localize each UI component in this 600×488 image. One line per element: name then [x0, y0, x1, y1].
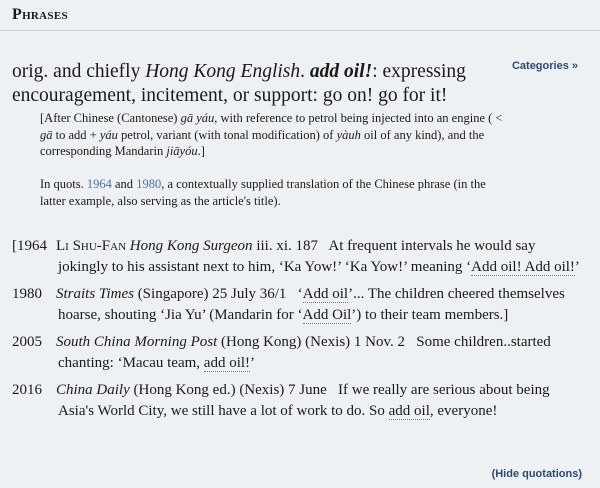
- etymology: [40, 110, 510, 160]
- quotation-1964: [12, 236, 587, 278]
- headword: add oil!: [309, 61, 373, 82]
- quotation-note: [40, 176, 510, 209]
- etym-text: to add +: [52, 127, 100, 142]
- etym-term: yáu: [99, 127, 118, 142]
- quote-text: ’) to their team members.]: [351, 307, 509, 323]
- quotation-list: [12, 236, 587, 428]
- quote-ref: (Hong Kong) (Nexis) 1 Nov. 2: [217, 334, 406, 350]
- quotation-1980: [12, 284, 587, 326]
- definition-lead: orig. and chiefly: [12, 61, 146, 82]
- note-text: , a contextually supplied translation of the Chinese phrase (in the latter example, also serving as the article's title).: [40, 177, 486, 208]
- etym-text: oil of any kind), and the corresponding Mandarin: [40, 127, 485, 158]
- definition-sep: .: [300, 61, 310, 82]
- etym-term: yàuh: [336, 127, 361, 142]
- hide-quotations-link[interactable]: (Hide quotations): [491, 468, 582, 480]
- quote-text: At frequent intervals he would say jokingly to his assistant next to him, ‘Ka Yow!’ ‘Ka Yow!’ meaning ‘: [58, 238, 536, 275]
- quotation-2016: [12, 380, 587, 422]
- quote-text: , everyone!: [429, 403, 498, 419]
- quote-source-title: Hong Kong Surgeon: [129, 238, 253, 254]
- quote-source-title: South China Morning Post: [56, 334, 218, 350]
- etym-term: gā yáu: [180, 111, 215, 125]
- year-link[interactable]: 1980: [136, 177, 162, 191]
- etym-term: jiāyóu: [166, 144, 198, 158]
- section-title: Phrases: [12, 6, 68, 23]
- note-text: In quots.: [40, 177, 87, 191]
- quote-highlight: Add Oil: [302, 307, 352, 323]
- etym-text: , with reference to petrol being injected into an engine ( <: [214, 111, 503, 125]
- definition-gloss: : expressing encouragement, incitement, or support: go on! go for it!: [12, 61, 466, 106]
- etym-text: .]: [197, 144, 205, 158]
- quote-author: Li Shu-Fan: [56, 238, 127, 254]
- quote-year: 1980: [12, 286, 42, 302]
- quote-highlight: Add oil! Add oil!: [471, 259, 575, 275]
- quote-year: [1964: [12, 238, 47, 254]
- quote-text: ’: [250, 355, 256, 371]
- quote-text: ’: [574, 259, 580, 275]
- quote-highlight: add oil: [388, 403, 430, 419]
- quote-source-title: China Daily: [56, 382, 130, 398]
- quote-ref: iii. xi. 187: [252, 238, 318, 254]
- quote-ref: (Hong Kong ed.) (Nexis) 7 June: [129, 382, 327, 398]
- note-text: and: [111, 177, 137, 191]
- quote-text: ’... The children cheered themselves hoarse, shouting ‘Jia Yu’ (Mandarin for ‘: [58, 286, 565, 323]
- year-link[interactable]: 1964: [86, 177, 112, 191]
- quote-year: 2005: [12, 334, 42, 350]
- quote-highlight: add oil!: [203, 355, 251, 371]
- categories-link[interactable]: Categories »: [511, 60, 578, 72]
- quote-ref: (Singapore) 25 July 36/1: [133, 286, 287, 302]
- etym-text: petrol, variant (with tonal modification) of: [117, 127, 337, 142]
- quote-year: 2016: [12, 382, 42, 398]
- quote-highlight: Add oil: [302, 286, 349, 302]
- quote-text: ‘: [297, 286, 303, 302]
- section-divider: [0, 30, 600, 31]
- quote-source-title: Straits Times: [56, 286, 134, 302]
- definition: [12, 60, 492, 108]
- quotation-2005: [12, 332, 587, 374]
- region-label: Hong Kong English: [145, 61, 301, 82]
- etym-term: gā: [40, 127, 53, 142]
- quote-text: Some children..started chanting: ‘Macau team,: [58, 334, 551, 371]
- etym-text: [After Chinese (Cantonese): [40, 111, 181, 125]
- quote-text: If we really are serious about being Asia's World City, we still have a lot of work to do. So: [58, 382, 550, 419]
